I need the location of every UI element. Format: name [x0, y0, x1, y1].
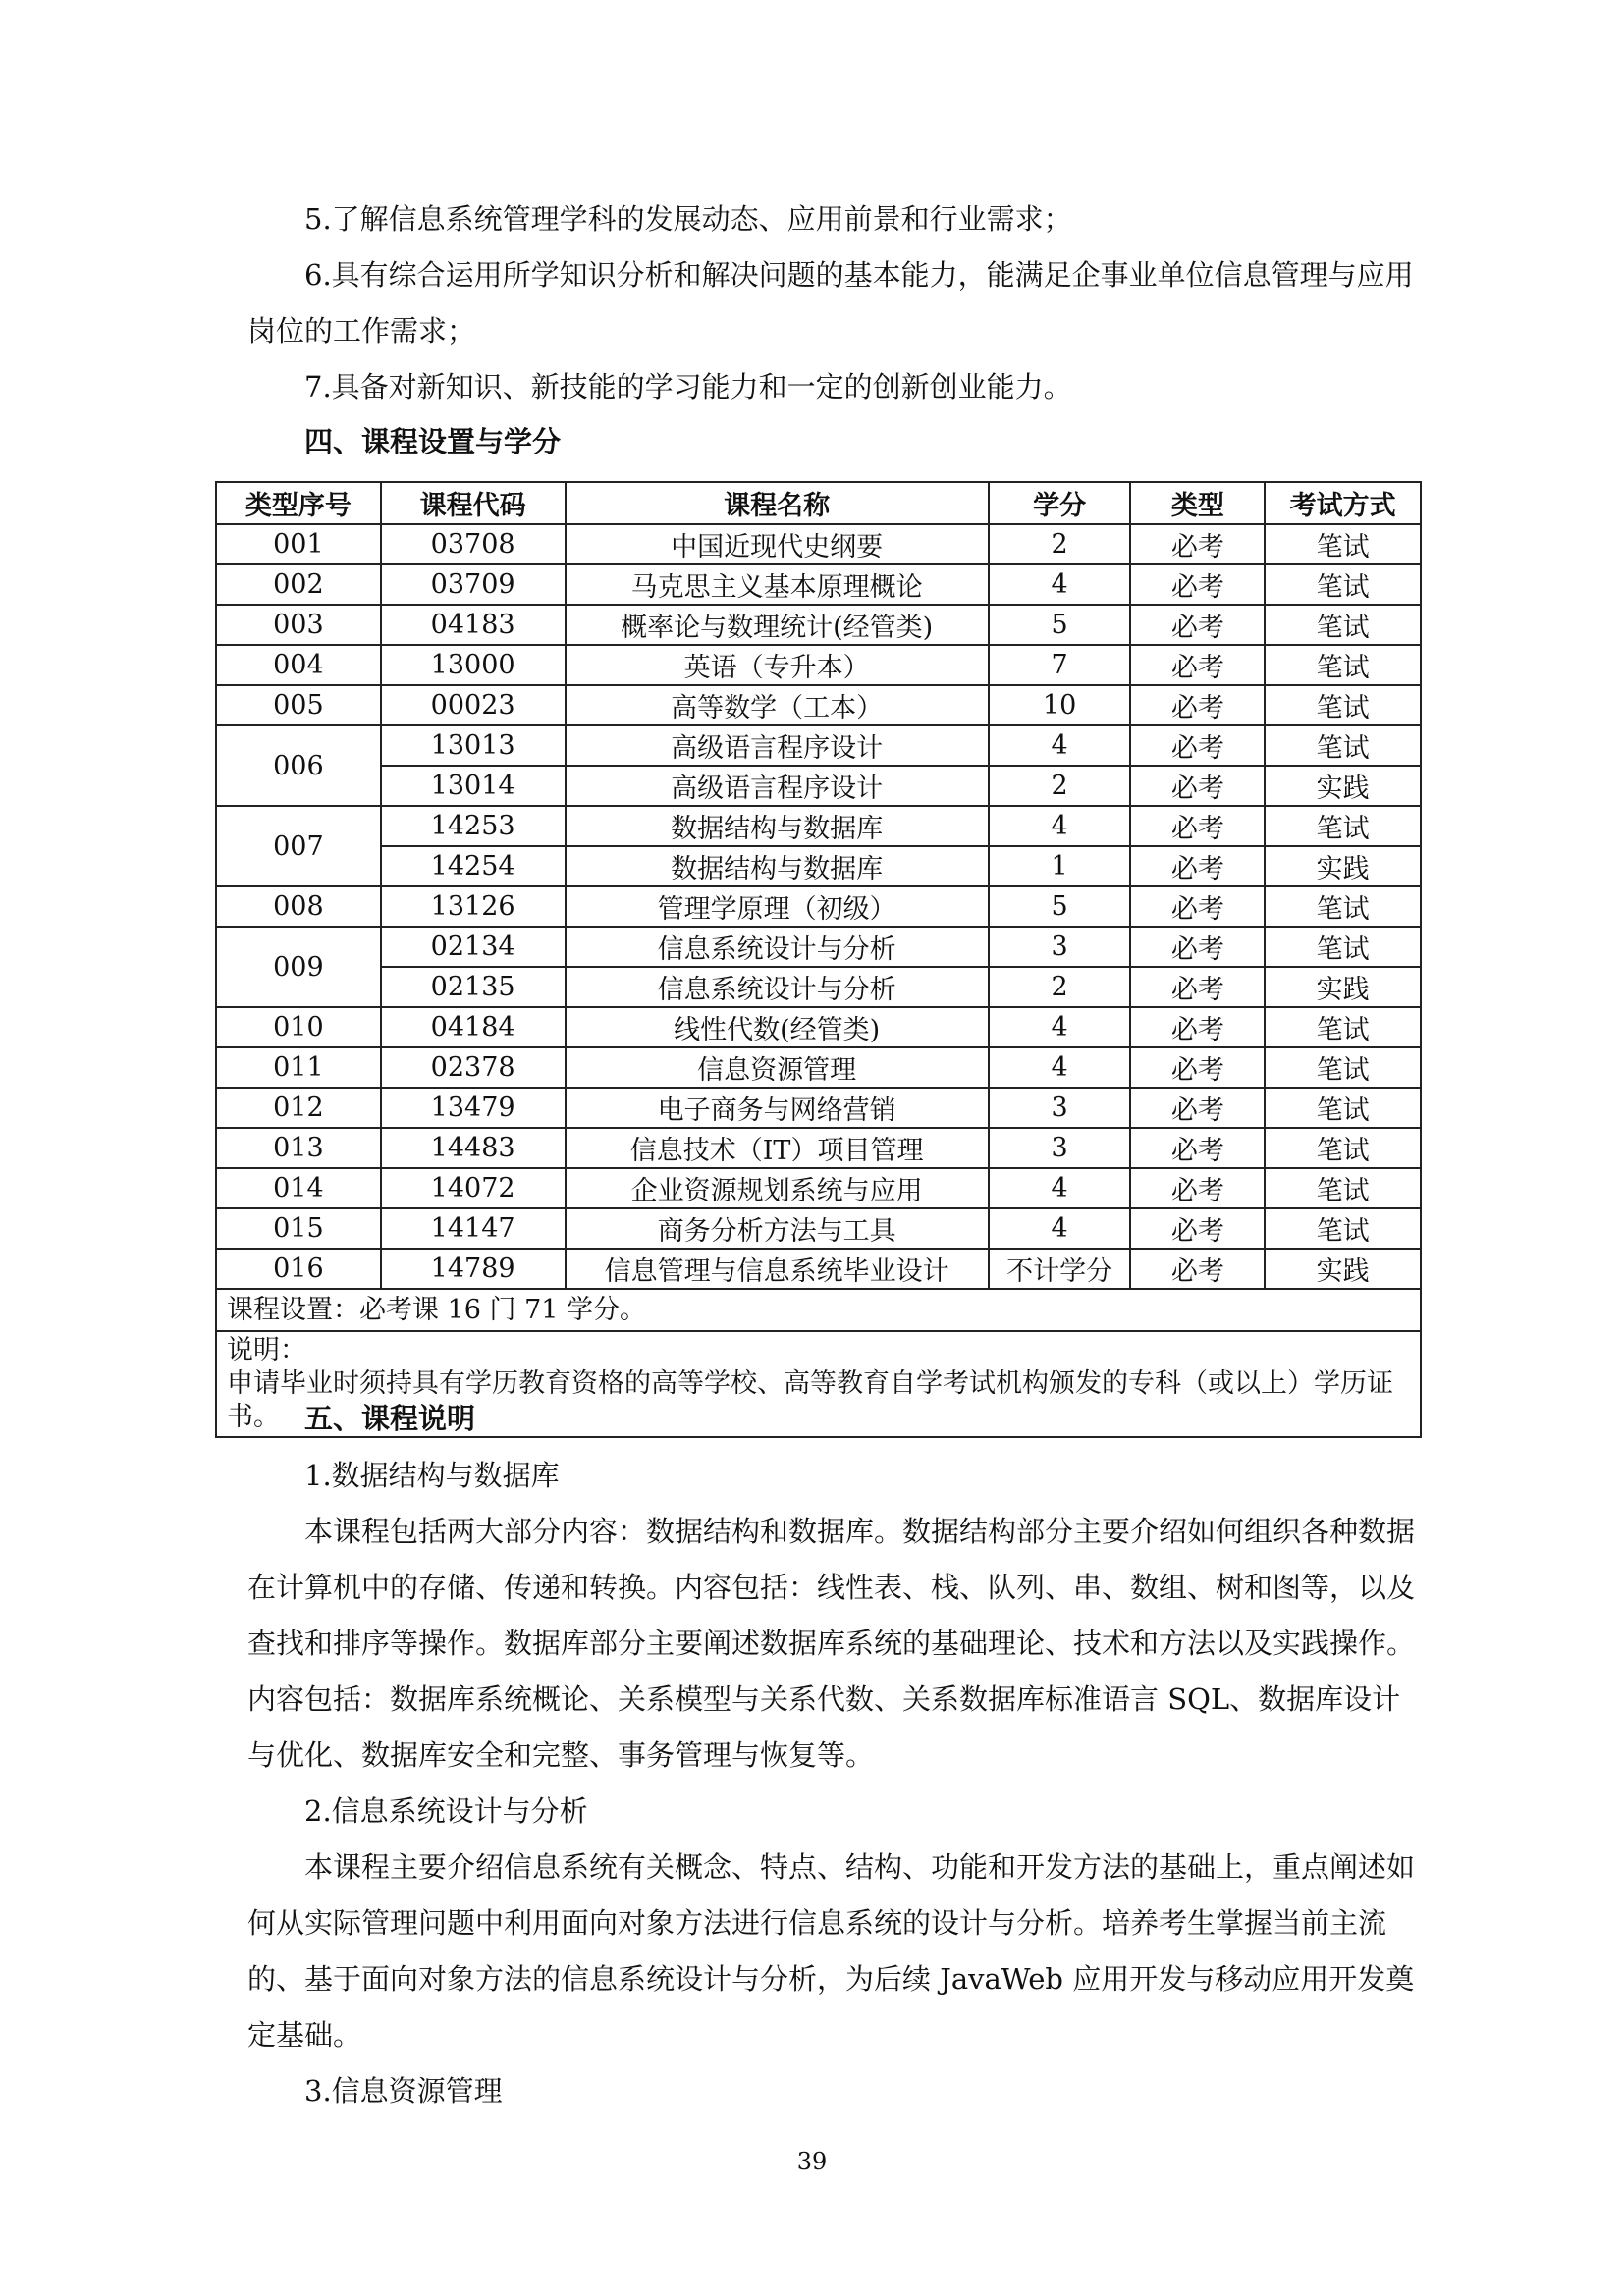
table-row: [216, 1249, 1421, 1289]
cell-credit: 不计学分: [989, 1249, 1131, 1289]
cell-type: 必考: [1130, 967, 1265, 1007]
table-row: [216, 605, 1421, 645]
cell-exam: 笔试: [1265, 927, 1421, 967]
intro-item-6: 6.具有综合运用所学知识分析和解决问题的基本能力，能满足企事业单位信息管理与应用岗位的工作需求；: [247, 258, 1414, 347]
cell-code: 14147: [381, 1208, 566, 1249]
table-row: [216, 927, 1421, 967]
cell-code: 13013: [381, 725, 566, 766]
note-label: 说明：: [227, 1335, 306, 1365]
cell-seq: 011: [216, 1047, 381, 1088]
cell-type: 必考: [1130, 1168, 1265, 1208]
cell-type: 必考: [1130, 886, 1265, 927]
course-desc-text-1: 本课程包括两大部分内容：数据结构和数据库。数据结构部分主要介绍如何组织各种数据在计算机中的存储、传递和转换。内容包括：线性表、栈、队列、串、数组、树和图等，以及查找和排序等操作。数据库部分主要阐述数据库系统的基础理论、技术和方法以及实践操作。内容包括：数据库系统概论、关系模型与关系代数、关系数据库标准语言 SQL、数据库设计与优化、数据库安全和完整、事务管理与恢复等。: [247, 1515, 1416, 1772]
cell-credit: 4: [989, 564, 1131, 605]
cell-credit: 4: [989, 1047, 1131, 1088]
cell-credit: 4: [989, 806, 1131, 846]
cell-credit: 5: [989, 605, 1131, 645]
course-desc-text-2: 本课程主要介绍信息系统有关概念、特点、结构、功能和开发方法的基础上，重点阐述如何从实际管理问题中利用面向对象方法进行信息系统的设计与分析。培养考生掌握当前主流的、基于面向对象方法的信息系统设计与分析，为后续 JavaWeb 应用开发与移动应用开发奠定基础。: [247, 1850, 1416, 2052]
table-row: [216, 1047, 1421, 1088]
cell-seq: 009: [216, 927, 381, 1007]
cell-code: 13126: [381, 886, 566, 927]
cell-exam: 笔试: [1265, 1047, 1421, 1088]
intro-item-5: 5.了解信息系统管理学科的发展动态、应用前景和行业需求；: [304, 202, 1072, 236]
cell-type: 必考: [1130, 605, 1265, 645]
table-summary: 课程设置：必考课 16 门 71 学分。: [216, 1289, 1421, 1331]
cell-name: 英语（专升本）: [566, 645, 989, 685]
cell-exam: 笔试: [1265, 1007, 1421, 1047]
cell-seq: 007: [216, 806, 381, 886]
cell-name: 信息资源管理: [566, 1047, 989, 1088]
table-row: [216, 725, 1421, 766]
course-desc-title-3: 3.信息资源管理: [304, 2074, 503, 2108]
cell-code: 13479: [381, 1088, 566, 1128]
cell-type: 必考: [1130, 846, 1265, 886]
cell-name: 信息系统设计与分析: [566, 927, 989, 967]
table-body: [216, 524, 1421, 1289]
cell-type: 必考: [1130, 1208, 1265, 1249]
table-row: [216, 524, 1421, 564]
cell-code: 13000: [381, 645, 566, 685]
cell-code: 03708: [381, 524, 566, 564]
cell-type: 必考: [1130, 1047, 1265, 1088]
table-row: [216, 766, 1421, 806]
table-summary-row: [216, 1289, 1421, 1331]
cell-credit: 4: [989, 1208, 1131, 1249]
cell-credit: 3: [989, 927, 1131, 967]
cell-exam: 实践: [1265, 846, 1421, 886]
cell-credit: 4: [989, 1007, 1131, 1047]
cell-name: 信息系统设计与分析: [566, 967, 989, 1007]
cell-seq: 005: [216, 685, 381, 725]
cell-seq: 010: [216, 1007, 381, 1047]
cell-name: 中国近现代史纲要: [566, 524, 989, 564]
cell-exam: 笔试: [1265, 886, 1421, 927]
table-row: [216, 1007, 1421, 1047]
cell-type: 必考: [1130, 806, 1265, 846]
cell-type: 必考: [1130, 766, 1265, 806]
cell-code: 14254: [381, 846, 566, 886]
cell-exam: 笔试: [1265, 605, 1421, 645]
cell-seq: 003: [216, 605, 381, 645]
course-table: [215, 481, 1422, 1438]
cell-type: 必考: [1130, 1007, 1265, 1047]
cell-name: 线性代数(经管类): [566, 1007, 989, 1047]
cell-exam: 笔试: [1265, 564, 1421, 605]
table-header-row: [216, 482, 1421, 524]
cell-exam: 实践: [1265, 766, 1421, 806]
header-code: 课程代码: [381, 482, 566, 524]
cell-code: 02135: [381, 967, 566, 1007]
cell-code: 14253: [381, 806, 566, 846]
cell-type: 必考: [1130, 645, 1265, 685]
cell-seq: 012: [216, 1088, 381, 1128]
cell-exam: 笔试: [1265, 645, 1421, 685]
table-row: [216, 846, 1421, 886]
cell-name: 高级语言程序设计: [566, 766, 989, 806]
cell-name: 高等数学（工本）: [566, 685, 989, 725]
cell-credit: 1: [989, 846, 1131, 886]
cell-type: 必考: [1130, 564, 1265, 605]
cell-name: 数据结构与数据库: [566, 806, 989, 846]
cell-credit: 4: [989, 1168, 1131, 1208]
intro-item-7: 7.具备对新知识、新技能的学习能力和一定的创新创业能力。: [304, 370, 1072, 403]
cell-type: 必考: [1130, 524, 1265, 564]
cell-seq: 001: [216, 524, 381, 564]
table-row: [216, 886, 1421, 927]
header-exam: 考试方式: [1265, 482, 1421, 524]
cell-credit: 2: [989, 766, 1131, 806]
cell-name: 管理学原理（初级）: [566, 886, 989, 927]
table-row: [216, 806, 1421, 846]
cell-credit: 2: [989, 967, 1131, 1007]
cell-name: 概率论与数理统计(经管类): [566, 605, 989, 645]
table-row: [216, 1128, 1421, 1168]
table-row: [216, 1208, 1421, 1249]
cell-code: 14483: [381, 1128, 566, 1168]
cell-name: 数据结构与数据库: [566, 846, 989, 886]
cell-name: 电子商务与网络营销: [566, 1088, 989, 1128]
cell-credit: 7: [989, 645, 1131, 685]
cell-name: 企业资源规划系统与应用: [566, 1168, 989, 1208]
cell-credit: 5: [989, 886, 1131, 927]
cell-type: 必考: [1130, 1128, 1265, 1168]
cell-credit: 10: [989, 685, 1131, 725]
cell-seq: 013: [216, 1128, 381, 1168]
cell-exam: 笔试: [1265, 1168, 1421, 1208]
cell-exam: 笔试: [1265, 685, 1421, 725]
table-row: [216, 645, 1421, 685]
cell-name: 信息管理与信息系统毕业设计: [566, 1249, 989, 1289]
cell-credit: 4: [989, 725, 1131, 766]
cell-code: 04183: [381, 605, 566, 645]
cell-name: 马克思主义基本原理概论: [566, 564, 989, 605]
cell-credit: 3: [989, 1128, 1131, 1168]
header-name: 课程名称: [566, 482, 989, 524]
header-seq: 类型序号: [216, 482, 381, 524]
table-row: [216, 1088, 1421, 1128]
cell-seq: 016: [216, 1249, 381, 1289]
cell-seq: 002: [216, 564, 381, 605]
cell-seq: 004: [216, 645, 381, 685]
cell-exam: 笔试: [1265, 524, 1421, 564]
cell-code: 00023: [381, 685, 566, 725]
cell-code: 04184: [381, 1007, 566, 1047]
course-desc-title-2: 2.信息系统设计与分析: [304, 1794, 588, 1828]
cell-type: 必考: [1130, 927, 1265, 967]
cell-code: 14789: [381, 1249, 566, 1289]
course-desc-title-1: 1.数据结构与数据库: [304, 1459, 560, 1492]
cell-exam: 笔试: [1265, 1208, 1421, 1249]
table-row: [216, 685, 1421, 725]
note-text: 申请毕业时须持具有学历教育资格的高等学校、高等教育自学考试机构颁发的专科（或以上）学历证书。: [227, 1368, 1393, 1432]
section-5-title: 五、课程说明: [304, 1402, 476, 1435]
cell-type: 必考: [1130, 725, 1265, 766]
cell-seq: 015: [216, 1208, 381, 1249]
header-type: 类型: [1130, 482, 1265, 524]
cell-type: 必考: [1130, 685, 1265, 725]
table-row: [216, 564, 1421, 605]
cell-credit: 3: [989, 1088, 1131, 1128]
cell-code: 02134: [381, 927, 566, 967]
cell-exam: 笔试: [1265, 1128, 1421, 1168]
cell-exam: 实践: [1265, 967, 1421, 1007]
page-number: 39: [796, 2148, 828, 2175]
cell-exam: 笔试: [1265, 1088, 1421, 1128]
section-4-title: 四、课程设置与学分: [304, 425, 562, 458]
cell-exam: 笔试: [1265, 806, 1421, 846]
table-row: [216, 1168, 1421, 1208]
cell-code: 02378: [381, 1047, 566, 1088]
cell-exam: 实践: [1265, 1249, 1421, 1289]
cell-code: 03709: [381, 564, 566, 605]
header-credit: 学分: [989, 482, 1131, 524]
cell-credit: 2: [989, 524, 1131, 564]
cell-seq: 006: [216, 725, 381, 806]
cell-seq: 014: [216, 1168, 381, 1208]
cell-type: 必考: [1130, 1249, 1265, 1289]
cell-name: 高级语言程序设计: [566, 725, 989, 766]
cell-exam: 笔试: [1265, 725, 1421, 766]
cell-code: 14072: [381, 1168, 566, 1208]
cell-code: 13014: [381, 766, 566, 806]
cell-name: 商务分析方法与工具: [566, 1208, 989, 1249]
cell-name: 信息技术（IT）项目管理: [566, 1128, 989, 1168]
cell-seq: 008: [216, 886, 381, 927]
cell-type: 必考: [1130, 1088, 1265, 1128]
table-row: [216, 967, 1421, 1007]
